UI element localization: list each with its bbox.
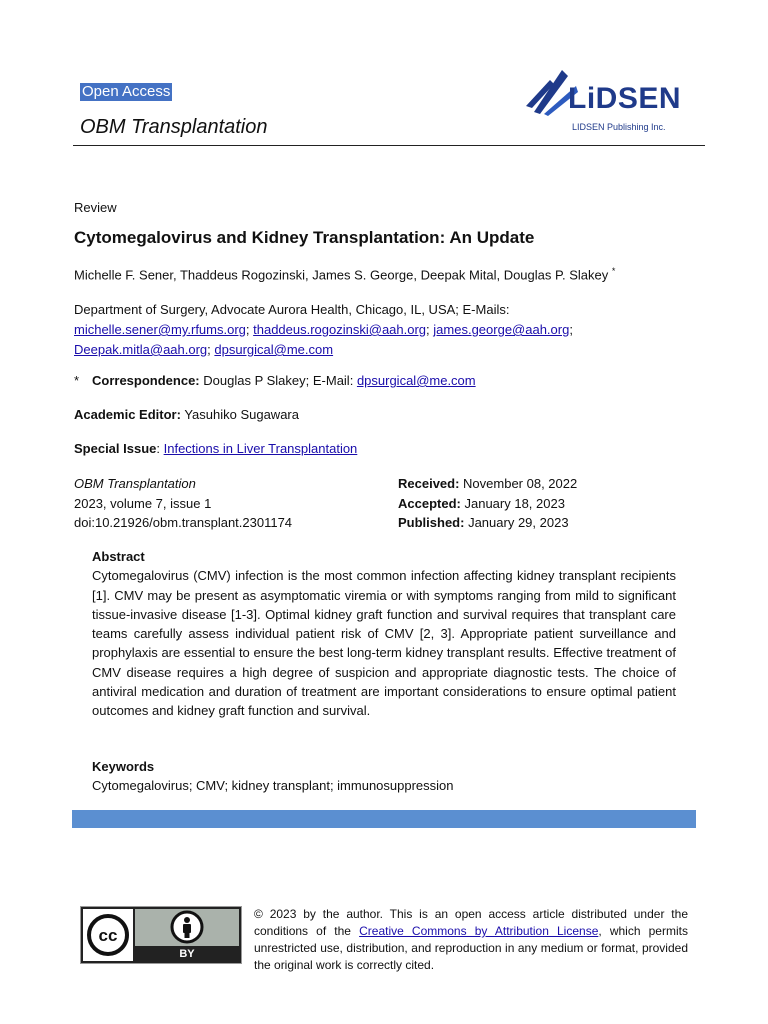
cc-by-badge[interactable] [80, 906, 242, 964]
license-link[interactable]: Creative Commons by Attribution License [359, 924, 599, 938]
meta-doi: doi:10.21926/obm.transplant.2301174 [74, 515, 293, 530]
header-divider [73, 145, 705, 146]
corresponding-mark: * [611, 266, 616, 276]
email-link[interactable]: james.george@aah.org [433, 322, 570, 337]
published-date [398, 513, 577, 533]
license-text-part-1: © 2023 by the author. This is an open access article distributed under the conditions of the [254, 907, 688, 938]
keywords-section [92, 757, 676, 795]
email-link[interactable]: Deepak.mitla@aah.org [74, 342, 208, 357]
accepted-label: Accepted: [398, 495, 461, 511]
article-type: Review [74, 200, 117, 215]
article-title: Cytomegalovirus and Kidney Transplantation: An Update [74, 228, 535, 247]
special-issue-label: Special Issue [74, 441, 157, 456]
editor-name: Yasuhiko Sugawara [184, 407, 299, 422]
correspondence-label: Correspondence: [92, 373, 200, 388]
journal-name: OBM Transplantation [80, 116, 268, 138]
correspondence-email-link[interactable]: dpsurgical@me.com [356, 373, 476, 388]
keywords-heading: Keywords [92, 759, 155, 774]
email-link[interactable]: michelle.sener@my.rfums.org [74, 322, 246, 337]
cc-icon-panel [83, 909, 133, 961]
affiliation: Department of Surgery, Advocate Aurora Health, Chicago, IL, USA; E-Mails: michelle.sener@my.rfums.org; thaddeus.rogozinski@aah.org; james.george@aah.org; Deepak.mitla@aah.org; dpsurgical@me.com [74, 302, 573, 357]
received-date [398, 474, 577, 494]
special-issue-link[interactable]: Infections in Liver Transplantation [163, 441, 358, 456]
cc-by-label: BY [179, 948, 195, 960]
special-issue: Special Issue: Infections in Liver Transplantation [74, 441, 358, 456]
publisher-logo[interactable] [520, 66, 705, 136]
published-label: Published: [398, 515, 465, 530]
abstract-text: Cytomegalovirus (CMV) infection is the most common infection affecting kidney transplant recipients [1]. CMV may be present as asymptomatic viremia or with symptoms ranging from mild to significant tissue-invasive disease [1-3]. Optimal kidney graft function and survival requires that transplant care teams carefully assess individual patient risk of CMV [2, 3]. Appropriate patient surveillance and prophylaxis are essential to ensure the best long-term kidney transplant results. Effective treatment of CMV disease requires a high degree of suspicion and appropriate diagnostic tests. The choice of antiviral medication and duration of treatment are important considerations to ensure optimal patient outcomes and kidney graft function and survival. [92, 568, 676, 719]
authors-text: Michelle F. Sener, Thaddeus Rogozinski, James S. George, Deepak Mital, Douglas P. Slakey [74, 267, 609, 283]
email-link[interactable]: dpsurgical@me.com [214, 342, 334, 357]
accepted-date [398, 494, 577, 514]
meta-volume: 2023, volume 7, issue 1 [74, 495, 212, 511]
attribution-person-icon [135, 909, 239, 946]
published-value: January 29, 2023 [468, 515, 569, 530]
editor-label: Academic Editor: [74, 407, 181, 422]
meta-journal: OBM Transplantation [74, 476, 196, 491]
email-link[interactable]: thaddeus.rogozinski@aah.org [253, 322, 427, 337]
open-access-badge: Open Access [82, 83, 171, 100]
logo-wordmark: LiDSEN [568, 82, 682, 115]
affiliation-text: Department of Surgery, Advocate Aurora Health, Chicago, IL, USA; E-Mails: [74, 302, 510, 317]
received-value: November 08, 2022 [463, 476, 578, 491]
creative-commons-icon [83, 909, 133, 961]
academic-editor [74, 407, 299, 422]
received-label: Received: [398, 476, 460, 491]
section-divider-bar [72, 810, 696, 828]
publication-dates [398, 474, 577, 533]
citation-info [74, 474, 292, 533]
author-list [74, 266, 615, 282]
license-text [254, 906, 688, 974]
correspondence-star: * [74, 373, 80, 388]
correspondence-text: Douglas P Slakey; E-Mail: [203, 373, 354, 388]
correspondence [74, 373, 476, 388]
abstract-heading: Abstract [92, 549, 145, 564]
keywords-text: Cytomegalovirus; CMV; kidney transplant; immunosuppression [92, 778, 454, 793]
abstract-section [92, 547, 676, 721]
accepted-value: January 18, 2023 [464, 495, 565, 511]
license-text-part-2: , which permits unrestricted use, distribution, and reproduction in any medium or format, provided the original work is correctly cited. [254, 924, 688, 972]
svg-text:cc: cc [98, 926, 118, 945]
logo-subtitle: LIDSEN Publishing Inc. [572, 122, 666, 132]
by-icon-panel [135, 909, 239, 946]
